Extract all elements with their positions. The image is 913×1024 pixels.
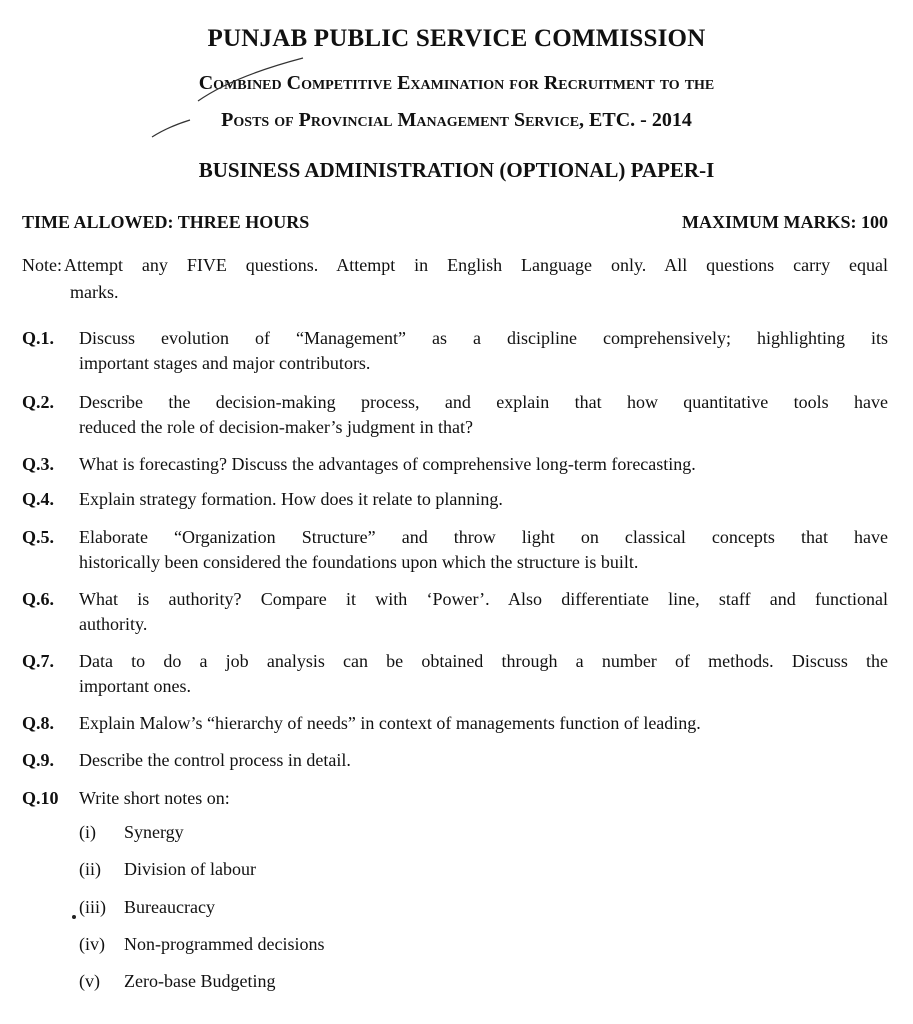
question-text xyxy=(79,390,888,440)
question-text xyxy=(79,786,888,811)
maximum-marks: MAXIMUM MARKS: 100 xyxy=(682,212,888,232)
question-text xyxy=(79,649,888,699)
note-label: Note: xyxy=(22,255,62,275)
short-note-item xyxy=(79,934,324,955)
question-text xyxy=(79,487,888,512)
question-number: Q.9. xyxy=(22,750,55,770)
paper-title: BUSINESS ADMINISTRATION (OPTIONAL) PAPER-I xyxy=(198,158,715,182)
note-line-1 xyxy=(22,252,888,279)
short-note-item xyxy=(79,971,275,992)
question-line: important stages and major contributors. xyxy=(79,353,371,373)
exam-title-line-1: Combined Competitive Examination for Recruitment to the xyxy=(198,72,715,94)
question-line: Describe the decision-making process, and explain that how quantitative tools have xyxy=(79,392,888,412)
question-line: Explain Malow’s “hierarchy of needs” in context of managements function of leading. xyxy=(79,713,701,733)
question-line: historically been considered the foundations upon which the structure is built. xyxy=(79,552,639,572)
question-number: Q.8. xyxy=(22,713,55,733)
question-line: Explain strategy formation. How does it relate to planning. xyxy=(79,489,503,509)
question-line: What is authority? Compare it with ‘Power’. Also differentiate line, staff and functional xyxy=(79,589,888,609)
short-note-item xyxy=(79,822,184,843)
question-text xyxy=(79,326,888,376)
question-line: reduced the role of decision-maker’s judgment in that? xyxy=(79,417,474,437)
note-text-1: Attempt any FIVE questions. Attempt in English Language only. All questions carry equal xyxy=(64,255,888,275)
note-line-2: marks. xyxy=(70,282,119,302)
question-line: Data to do a job analysis can be obtained through a number of methods. Discuss the xyxy=(79,651,888,671)
time-allowed: TIME ALLOWED: THREE HOURS xyxy=(22,212,310,232)
question-number: Q.1. xyxy=(22,328,55,348)
question-number: Q.5. xyxy=(22,527,55,547)
short-note-text: Division of labour xyxy=(124,859,256,879)
question-line: What is forecasting? Discuss the advantages of comprehensive long-term forecasting. xyxy=(79,454,696,474)
question-line: Write short notes on: xyxy=(79,788,230,808)
question-line: Discuss evolution of “Management” as a discipline comprehensively; highlighting its xyxy=(79,328,888,348)
question-line: Describe the control process in detail. xyxy=(79,750,351,770)
short-note-number: (i) xyxy=(79,822,96,842)
exam-meta-row xyxy=(22,212,888,233)
short-note-text: Non-programmed decisions xyxy=(124,934,325,954)
short-note-number: (ii) xyxy=(79,859,101,879)
question-line: Elaborate “Organization Structure” and throw light on classical concepts that have xyxy=(79,527,888,547)
question-number: Q.6. xyxy=(22,589,55,609)
question-text xyxy=(79,452,888,477)
instructions-note xyxy=(22,252,888,306)
short-note-item xyxy=(79,859,256,880)
question-number: Q.4. xyxy=(22,489,55,509)
question-line: important ones. xyxy=(79,676,191,696)
short-note-text: Zero-base Budgeting xyxy=(124,971,276,991)
short-note-text: Synergy xyxy=(124,822,184,842)
short-note-number: (iv) xyxy=(79,934,105,954)
short-note-text: Bureaucracy xyxy=(124,897,215,917)
commission-title: PUNJAB PUBLIC SERVICE COMMISSION xyxy=(207,25,706,52)
short-note-item xyxy=(79,897,215,918)
question-text xyxy=(79,587,888,637)
question-number: Q.3. xyxy=(22,454,55,474)
question-text xyxy=(79,525,888,575)
question-line: authority. xyxy=(79,614,148,634)
question-text xyxy=(79,711,888,736)
question-text xyxy=(79,748,888,773)
question-number: Q.2. xyxy=(22,392,55,412)
short-note-number: (v) xyxy=(79,971,100,991)
question-number: Q.7. xyxy=(22,651,55,671)
short-note-number: (iii) xyxy=(79,897,106,917)
question-number: Q.10 xyxy=(22,788,59,808)
exam-title-line-2: Posts of Provincial Management Service, ETC. - 2014 xyxy=(221,109,692,131)
